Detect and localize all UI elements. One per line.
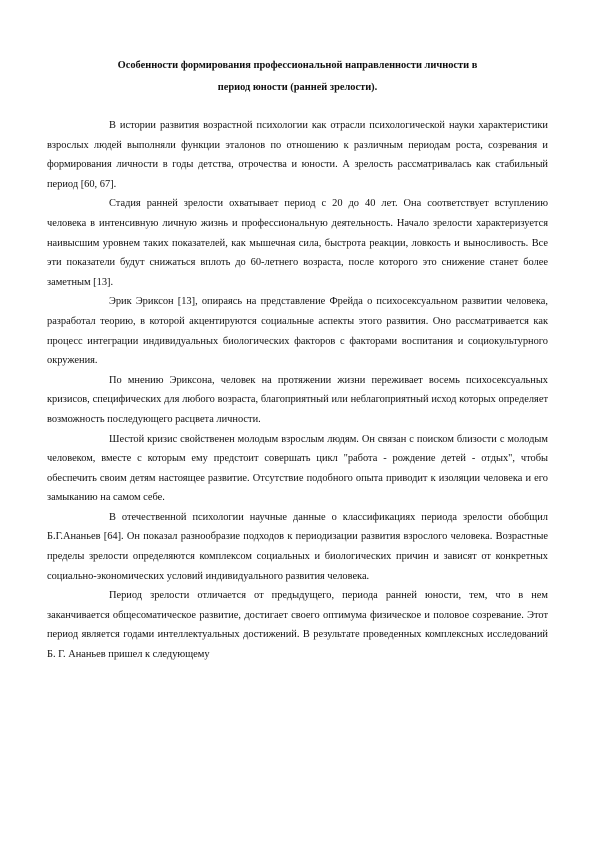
document-title [47,55,548,99]
paragraph-4: По мнению Эриксона, человек на протяжении жизни переживает восемь психосексуальных кризисов, специфических для любого возраста, благоприятный или неблагоприятный исход которых определяет возможность последующего расцвета личности. [47,374,548,425]
paragraph-2: Стадия ранней зрелости охватывает период с 20 до 40 лет. Она соответствует вступлению человека в интенсивную личную жизнь и профессиональную деятельность. Начало зрелости характеризуется наивысшим уровнем таких показателей, как мышечная сила, быстрота реакции, ловкость и выносливость. Все эти показатели будут снижаться вплоть до 60-летнего возраста, после которого это снижение станет более заметным [13]. [47,198,548,288]
paragraph-6: В отечественной психологии научные данные о классификациях периода зрелости обобщил Б.Г.Ананьев [64]. Он показал разнообразие подходов к периодизации развития взрослого человека. Возрастные пределы зрелости определяются комплексом социальных и биологических причин и зависят от конкретных социально-экономических условий индивидуального развития человека. [47,511,548,582]
document-body [47,116,548,665]
title-line-2: период юности (ранней зрелости). [217,82,378,93]
paragraph-5: Шестой кризис свойственен молодым взрослым людям. Он связан с поиском близости с молодым человеком, вместе с которым ему предстоит совершать цикл "работа - рождение детей - отдых", чтобы обеспечить своим детям настоящее развитие. Отсутствие подобного опыта приводит к изоляции человека и его замыканию на самом себе. [47,433,548,504]
paragraph-1: В истории развития возрастной психологии как отрасли психологической науки характеристики взрослых людей выполняли функции эталонов по отношению к различным периодам роста, созревания и формирования личности в годы детства, отрочества и юности. А зрелость рассматривалась как стабильный период [60, 67]. [47,120,548,190]
title-line-1: Особенности формирования профессиональной направленности личности в [117,60,478,71]
paragraph-3: Эрик Эриксон [13], опираясь на представление Фрейда о психосексуальном развитии человека, разработал теорию, в которой акцентируются социальные аспекты этого развития. Оно рассматривается как процесс интеграции индивидуальных биологических факторов с факторами воспитания и социокультурного окружения. [47,296,548,367]
paragraph-7: Период зрелости отличается от предыдущего, периода ранней юности, тем, что в нем заканчивается общесоматическое развитие, достигает своего оптимума физическое и половое созревание. Этот период является годами интеллектуальных достижений. В результате проведенных комплексных исследований Б. Г. Ананьев пришел к следующему [47,590,548,661]
